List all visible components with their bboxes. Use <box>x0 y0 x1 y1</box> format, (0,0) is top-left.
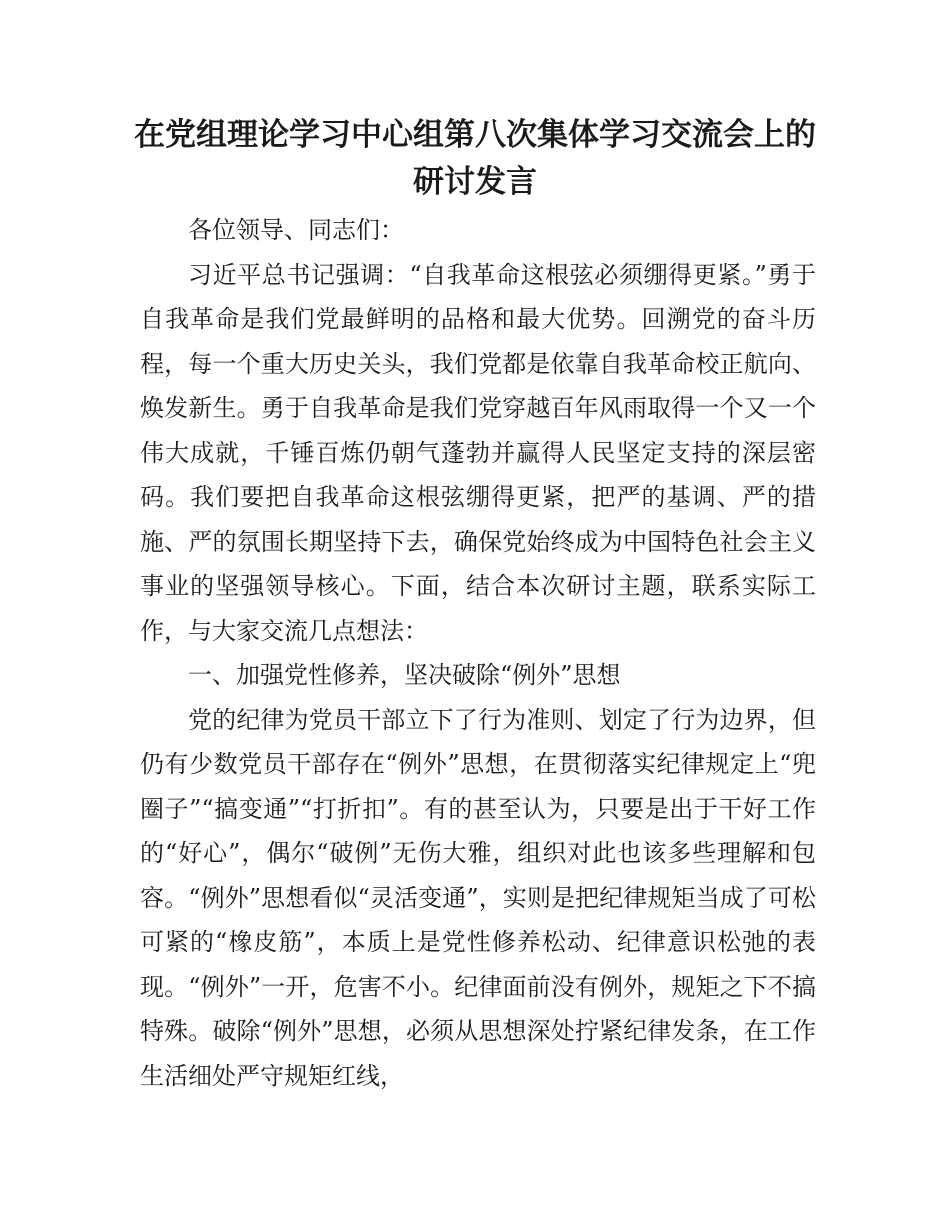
document-title: 在党组理论学习中心组第八次集体学习交流会上的研讨发言 <box>134 117 816 200</box>
document-body <box>140 208 816 1098</box>
salutation: 各位领导、同志们： <box>188 216 404 244</box>
paragraph-section-1: 党的纪律为党员干部立下了行为准则、划定了行为边界，但仍有少数党员干部存在“例外”思想，在贯彻落实纪律规定上“兜圈子”“搞变通”“打折扣”。有的甚至认为，只要是出于干好工作的“好心”，偶尔“破例”无伤大雅，组织对此也该多些理解和包容。“例外”思想看似“灵活变通”，实则是把纪律规矩当成了可松可紧的“橡皮筋”，本质上是党性修养松动、纪律意识松弛的表现。“例外”一开，危害不小。纪律面前没有例外，规矩之下不搞特殊。破除“例外”思想，必须从思想深处拧紧纪律发条，在工作生活细处严守规矩红线， <box>140 705 816 1090</box>
paragraph-intro: 习近平总书记强调：“自我革命这根弦必须绷得更紧。”勇于自我革命是我们党最鲜明的品格和最大优势。回溯党的奋斗历程，每一个重大历史关头，我们党都是依靠自我革命校正航向、焕发新生。勇于自我革命是我们党穿越百年风雨取得一个又一个伟大成就，千锤百炼仍朝气蓬勃并赢得人民坚定支持的深层密码。我们要把自我革命这根弦绷得更紧，把严的基调、严的措施、严的氛围长期坚持下去，确保党始终成为中国特色社会主义事业的坚强领导核心。下面，结合本次研讨主题，联系实际工作，与大家交流几点想法： <box>140 260 816 645</box>
section-heading-1: 一、加强党性修养，坚决破除“例外”思想 <box>188 661 621 689</box>
